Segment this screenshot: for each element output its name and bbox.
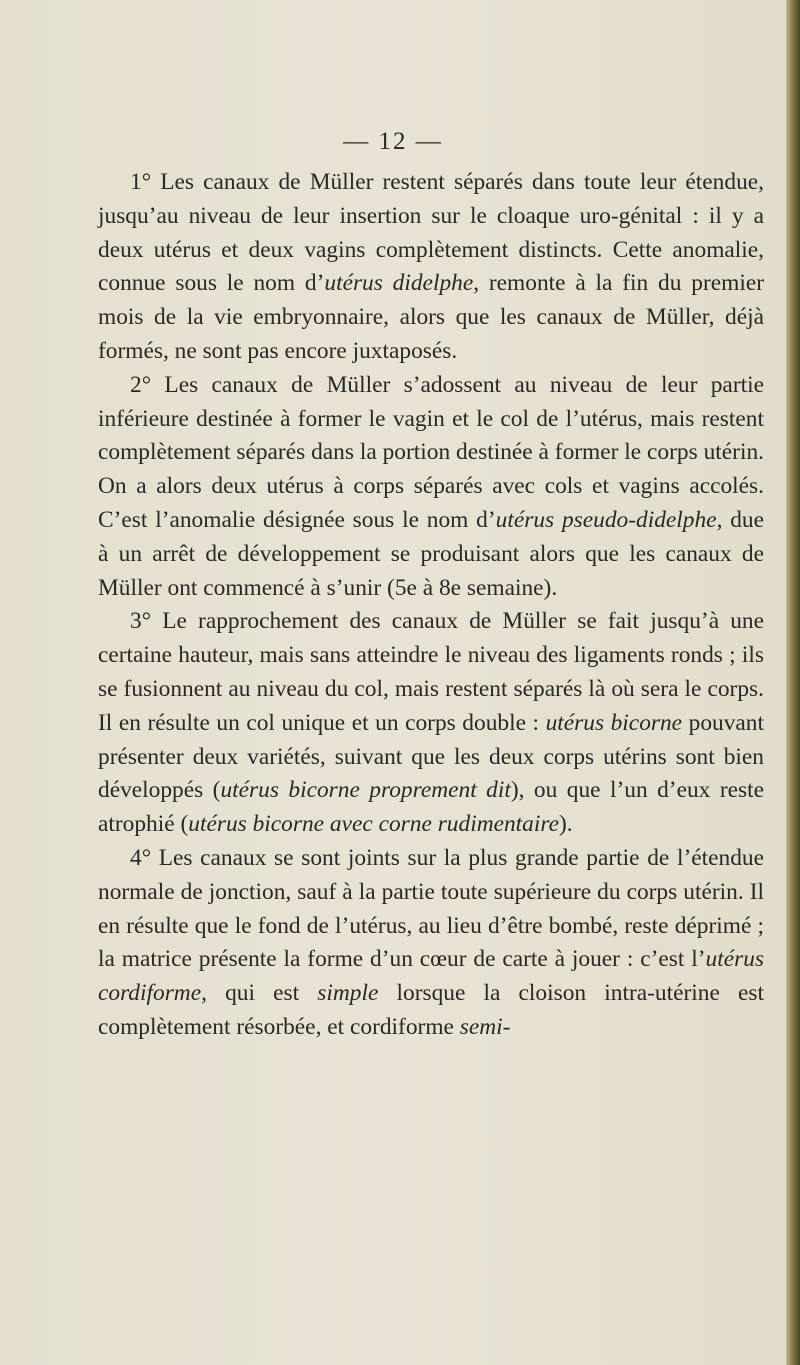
italic-term: utérus cordiforme bbox=[98, 946, 764, 1007]
text-run: ). bbox=[558, 811, 573, 838]
text-run: lorsque la cloison intra-utérine est complètement résorbée, et cordiforme bbox=[98, 980, 764, 1040]
italic-term: utérus didelphe bbox=[324, 270, 474, 297]
text-run: , due à un arrêt de développement se produisant alors que les canaux de Müller ont commencé à s’unir (5e à 8e semaine). bbox=[98, 506, 764, 601]
page-edge bbox=[786, 0, 800, 1365]
paragraph bbox=[98, 369, 764, 606]
text-run: 1° Les canaux de Müller restent séparés dans toute leur étendue, jusqu’au niveau de leur insertion sur le cloaque uro-génital : il y a deux utérus et deux vagins complètement distincts. Cette anomalie, connue sous le nom d’ bbox=[98, 169, 764, 297]
text-run: , qui est bbox=[201, 980, 318, 1007]
italic-term: semi- bbox=[459, 1013, 511, 1040]
italic-term: utérus pseudo-didelphe bbox=[495, 506, 717, 533]
text-run: pouvant présenter deux variétés, suivant que les deux corps utérins sont bien développés ( bbox=[98, 709, 764, 804]
paragraph bbox=[98, 842, 764, 1045]
text-run: 2° Les canaux de Müller s’adossent au niveau de leur partie inférieure destinée à former le vagin et le col de l’utérus, mais restent complètement séparés dans la portion destinée à former le corps utérin. On a alors deux utérus à corps séparés avec cols et vagins accolés. C’est l’anomalie désignée sous le nom d’ bbox=[98, 371, 764, 533]
page-number: — 12 — bbox=[343, 128, 443, 155]
text-run: 4° Les canaux se sont joints sur la plus grande partie de l’étendue normale de jonction, sauf à la partie toute supérieure du corps utérin. Il en résulte que le fond de l’utérus, au lieu d’être bombé, reste déprimé ; la matrice présente la forme d’un cœur de carte à jouer : c’est l’ bbox=[98, 844, 764, 973]
italic-term: utérus bicorne proprement dit bbox=[220, 777, 511, 804]
paragraph bbox=[98, 166, 764, 369]
italic-term: utérus bicorne avec corne rudimentaire bbox=[188, 811, 559, 838]
text-run: ), ou que l’un d’eux reste atrophié ( bbox=[98, 777, 764, 838]
text-run: 3° Le rapprochement des canaux de Müller se fait jusqu’à une certaine hauteur, mais sans atteindre le niveau des ligaments ronds ; ils se fusionnent au niveau du col, mais restent séparés là où sera le corps. Il en résulte un col unique et un corps double : bbox=[98, 608, 764, 736]
paragraph bbox=[98, 605, 764, 842]
italic-term: simple bbox=[317, 980, 379, 1007]
body-text bbox=[98, 166, 764, 1045]
italic-term: utérus bicorne bbox=[545, 709, 683, 736]
text-run: , remonte à la fin du premier mois de la vie embryonnaire, alors que les canaux de Müller, déjà formés, ne sont pas encore juxtaposés. bbox=[98, 270, 764, 364]
